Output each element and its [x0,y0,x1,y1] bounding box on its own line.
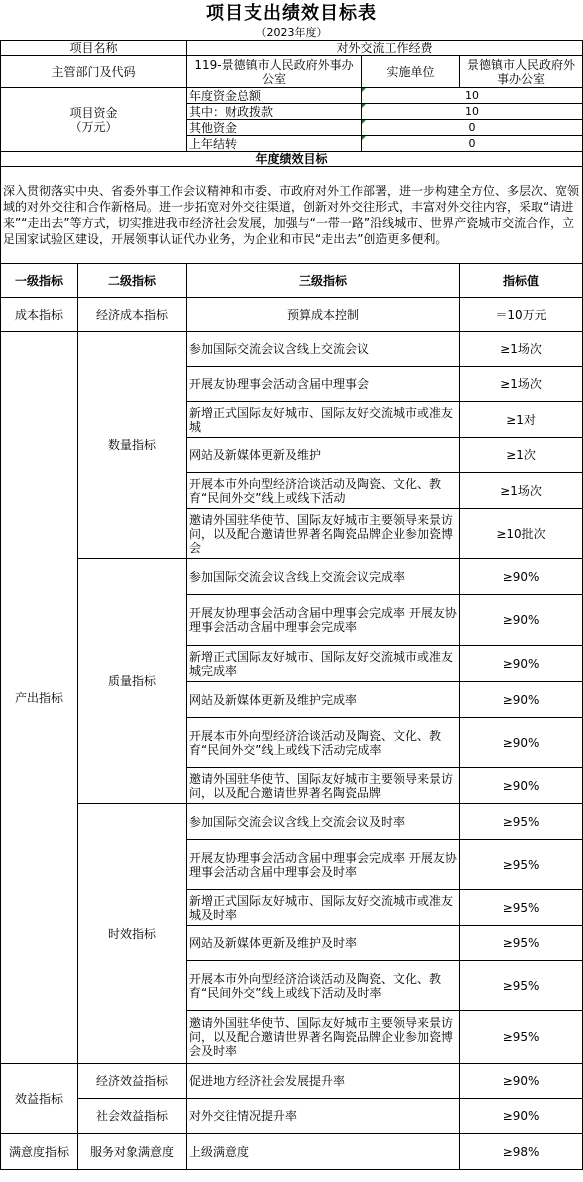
year-subtitle: （2023年度） [255,26,328,39]
fund-value: 0 [362,120,583,136]
cost-value: ＝10万元 [460,298,583,332]
indicator-value: ≥95% [460,890,583,926]
indicator-value: ≥90% [460,682,583,718]
fund-value: 10 [362,88,583,104]
indicator-level3: 新增正式国际友好城市、国际友好交流城市或准友城 [187,402,460,438]
annual-goal-text: 深入贯彻落实中央、省委外事工作会议精神和市委、市政府对外工作部署，进一步构建全方位、多层次、宽领域的对外交往和合作新格局。进一步拓宽对外交往渠道，创新对外交往形式，丰富对外交往内容，采取“请进来”“走出去”等方式，切实推进我市经济社会发展，加强与“一带一路”沿线城市、世界产瓷城市交流合作，立足国家试验区建设，开展领事认证代办业务，为企业和市民“走出去”创造更多便利。 [1,167,583,264]
indicator-value: ≥1场次 [460,473,583,509]
benefit-level2: 经济效益指标 [78,1064,187,1099]
indicator-level3: 新增正式国际友好城市、国际友好交流城市或准友城及时率 [187,890,460,926]
indicator-value: ≥1场次 [460,367,583,402]
cost-level1: 成本指标 [1,298,78,332]
indicator-value: ≥95% [460,1011,583,1064]
indicator-level3: 开展友协理事会活动含届中理事会完成率 开展友协理事会活动含届中理事会完成率 [187,595,460,646]
indicator-level3: 开展本市外向型经济洽谈活动及陶瓷、文化、教育“民间外交”线上或线下活动 [187,473,460,509]
indicator-level3: 邀请外国驻华使节、国际友好城市主要领导来景访问，以及配合邀请世界著名陶瓷品牌企业参加瓷博会及时率 [187,1011,460,1064]
indicator-level3: 参加国际交流会议含线上交流会议完成率 [187,559,460,595]
indicator-value: ≥1对 [460,402,583,438]
dept-label: 主管部门及代码 [1,56,187,88]
indicator-value: ≥90% [460,595,583,646]
header-level1: 一级指标 [1,264,78,298]
indicator-level3: 邀请外国驻华使节、国际友好城市主要领导来景访问，以及配合邀请世界著名陶瓷品牌企业参加瓷博会 [187,509,460,559]
fund-value: 10 [362,104,583,120]
indicator-value: ≥10批次 [460,509,583,559]
benefit-level2: 社会效益指标 [78,1099,187,1134]
annual-goal-heading: 年度绩效目标 [1,152,583,167]
indicator-level3: 参加国际交流会议含线上交流会议及时率 [187,804,460,840]
quality-level2: 质量指标 [78,559,187,804]
indicator-level3: 对外交往情况提升率 [187,1099,460,1134]
header-level2: 二级指标 [78,264,187,298]
header-level3: 三级指标 [187,264,460,298]
header-value: 指标值 [460,264,583,298]
benefit-level1: 效益指标 [1,1064,78,1134]
fund-label: 其他资金 [187,120,362,136]
project-name-label: 项目名称 [1,41,187,56]
indicator-level3: 开展本市外向型经济洽谈活动及陶瓷、文化、教育“民间外交”线上或线下活动完成率 [187,718,460,768]
indicator-level3: 网站及新媒体更新及维护及时率 [187,926,460,961]
timeliness-level2: 时效指标 [78,804,187,1064]
indicator-value: ≥90% [460,1099,583,1134]
quantity-level2: 数量指标 [78,332,187,559]
indicator-level3: 参加国际交流会议含线上交流会议 [187,332,460,367]
indicator-value: ≥95% [460,840,583,890]
indicator-level3: 促进地方经济社会发展提升率 [187,1064,460,1099]
indicator-value: ≥90% [460,1064,583,1099]
funds-label: 项目资金 （万元） [1,88,187,152]
fund-label: 年度资金总额 [187,88,362,104]
indicator-level3: 开展友协理事会活动含届中理事会 [187,367,460,402]
indicator-value: ≥1场次 [460,332,583,367]
indicator-level3: 新增正式国际友好城市、国际友好交流城市或准友城完成率 [187,646,460,682]
cost-level3: 预算成本控制 [187,298,460,332]
page-title: 项目支出绩效目标表 [206,3,377,24]
indicator-value: ≥95% [460,804,583,840]
indicator-level3: 开展友协理事会活动含届中理事会完成率 开展友协理事会活动含届中理事会及时率 [187,840,460,890]
indicator-value: ≥90% [460,718,583,768]
satisfaction-level2: 服务对象满意度 [78,1134,187,1170]
indicator-level3: 上级满意度 [187,1134,460,1170]
indicator-value: ≥1次 [460,438,583,473]
output-level1: 产出指标 [1,332,78,1064]
indicator-level3: 邀请外国驻华使节、国际友好城市主要领导来景访问，以及配合邀请世界著名陶瓷品牌 [187,768,460,804]
fund-label: 上年结转 [187,136,362,152]
impl-unit-value: 景德镇市人民政府外事办公室 [460,56,583,88]
indicator-value: ≥90% [460,559,583,595]
indicator-level3: 网站及新媒体更新及维护 [187,438,460,473]
fund-label: 其中：财政拨款 [187,104,362,120]
cost-level2: 经济成本指标 [78,298,187,332]
indicator-value: ≥95% [460,961,583,1011]
indicator-value: ≥98% [460,1134,583,1170]
project-name-value: 对外交流工作经费 [187,41,583,56]
indicator-value: ≥90% [460,768,583,804]
dept-value: 119-景德镇市人民政府外事办公室 [187,56,362,88]
performance-table [0,40,583,1170]
impl-unit-label: 实施单位 [362,56,460,88]
satisfaction-level1: 满意度指标 [1,1134,78,1170]
indicator-value: ≥95% [460,926,583,961]
indicator-level3: 网站及新媒体更新及维护完成率 [187,682,460,718]
indicator-value: ≥90% [460,646,583,682]
fund-value: 0 [362,136,583,152]
indicator-level3: 开展本市外向型经济洽谈活动及陶瓷、文化、教育“民间外交”线上或线下活动及时率 [187,961,460,1011]
